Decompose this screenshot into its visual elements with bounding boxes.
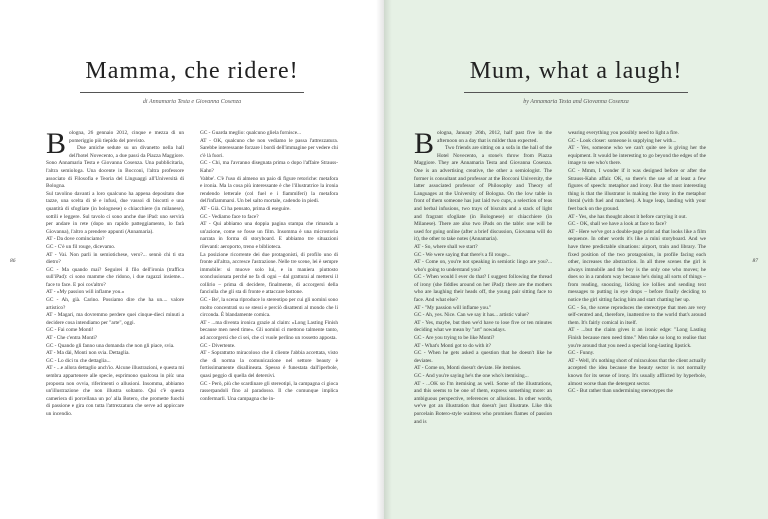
paragraph: GC - Mmm, I wonder if it was designed before or after the Strauss-Kahn affair. OK, so there's the use of at least a few figures of speech: metaphor and irony. But the most interesting thing is that the illustrator is making the irony in the metaphor literal (with fuel and matches). A huge leap, landing with your feet back on the ground.: [568, 167, 706, 212]
paragraph: GC - Ah, già. Carino. Possiamo dire che ha un.... valore artistico?: [46, 297, 184, 311]
paragraph: La posizione ricorrente dei due protagonisti, di profilo uno di fronte all'altra, accresce l'astrazione. Nelle tre scene, lei è sempre immobile: si muove solo lui, e in maniera piuttosto sconclusionata perché ne fa di ogni – dal gratturai al mettersi il collirio – prima di decidere, finalmente, di accorgersi della fanciulla che gli sta di fronte e attaccare bottone.: [200, 251, 338, 296]
paragraph: GC - And you're saying he's the one who's itemising...: [414, 373, 529, 379]
paragraph: GC - Però, più che scardinare gli stereotipi, la campagna ci gioca rasserpandoli fino al paradosso. Il che comunque implica confermarli. Una campagna che in-: [200, 380, 338, 402]
paragraph: GC - So, the scene reproduces the stereotype that men are very self-centred and, therefore, inattentive to the world that's around them. It's fairly comical in itself.: [568, 304, 706, 326]
paragraph: GC - Chi, ma l'avranno disegnata prima o dopo l'affaire Strauss-Kahn?: [200, 160, 338, 174]
paragraph: AT - Well, it's nothing short of miraculous that the client actually accepted the idea because the beauty sector is not normally known for its sense of irony. It's usually afflicted by hyperbole, almost worse than the detergent sector.: [568, 357, 706, 387]
paragraph: AT - Here we've got a double-page print ad that looks like a film sequence. In other words it's like a mini storyboard. And we have three predictable situations: airport, train and library. The fixed position of the two protagonists, in profile facing each other, increases the abstraction. In all three scenes the girl is always immobile and the boy is the only one who moves; he does so in a random way because he's doing all sorts of things – from reading, snoozing, licking ice lollies and sending text messages to putting in eye drops – before finally deciding to notice the girl sitting facing him and start chatting her up.: [568, 228, 706, 304]
paragraph: AT - "My passion will inflame you.": [414, 304, 492, 311]
drop-cap: B: [46, 130, 67, 160]
paragraph: GC - C'è un fil rouge, dicevamo.: [46, 243, 116, 250]
paragraph: AT - ...but the claim gives it an ironic edge: "Long Lasting Finish because men need time." Men take so long to realise that you're around that you need a special long-lasting lipstick.: [568, 327, 706, 349]
left-column-2: [200, 130, 338, 490]
paragraph: GC - When would I ever do that? I suggest following the thread of irony (she fiddles around on her iPad): there are the mothers who are laughing their heads off, the young pair sitting face to face. And what else?: [414, 274, 552, 304]
paragraph: GC - Look closer: someone is supplying her with...: [568, 137, 677, 144]
paragraph: AT - ...e allora dettaglio anch'io. Alcune illustrazioni, e questa mi sembra appartenere alle specie, esprimono qualcosa in più: una proposta non ovvia, riferimenti o allusioni. Insomma, abbiamo un'illustrazione che non illustra soltanto. Qui c'è questa cameriera di porcellana un po' alla Botero, che promette fuochi di passione e gira con tutta l'attrezzatura che serve ad appiccare un incendio.: [46, 365, 184, 417]
paragraph: AT - Come on, Monti doesn't deviate. He itemises.: [414, 365, 522, 372]
paragraph: GC - Lo dici tu che dettaglia...: [46, 357, 111, 364]
paragraph: wearing everything you possibly need to light a fire.: [568, 130, 679, 136]
paragraph: GC - Be', la scena riproduce lo stereotipo per cui gli uomini sono molto concentrati su se stessi e perciò disattenti al mondo che li circonda. È blandamente comica.: [200, 297, 338, 319]
paragraph: AT - ...OK so I'm itemising as well. Some of the illustrations, and this seems to be one of them, express something more: an ambiguous perspective, references or allusions. In other words, we've got an illustration that doesn't just illustrate. Like this porcelain Botero-style waitress who promises flames of passion and is: [414, 380, 552, 425]
paragraph: AT - Yes, someone who we can't quite see is giving her the equipment. It would be interesting to go beyond the edges of the image to see who's there.: [568, 145, 706, 167]
paragraph: GC - Quando gli fanno una domanda che non gli piace, svia.: [46, 342, 175, 349]
paragraph: Two friends are sitting on a sofa in the hall of the Hotel Novecento, a stone's throw from Piazza Maggiore. They are Annamaria Testa and Giovanna Cosenza. One is an advertising creative, the other a semiologist. The former is consultant and professor at the Bocconi University, the latter associated professor of Philosophy and Theory of Languages at the University of Bologna. On the low table in front of them someone has just laid two cups, a selection of teas and herbal infusions, two trays of biscuits and a stack of light and fragrant sfogliate (in Bolognese) or chiacchiere (in Milanese). There are also two iPads on the table: one will be used for going online (after a brief discussion, Giovanna will do it), the other to take notes (Annamaria).: [414, 145, 552, 243]
paragraph: GC - Ma quando mai? Seguirei il filo dell'ironia (traffica sull'iPad): ci sono mamme che ridono, i due ragazzi insieme... face to face. E poi cos'altro?: [46, 266, 184, 288]
paragraph: GC - We were saying that there's a fil rouge...: [414, 251, 511, 258]
paragraph: GC - But rather than undermining stereotypes the: [568, 388, 673, 395]
page-title-italian: Mamma, che ridere!: [85, 58, 299, 84]
paragraph: GC - Guarda meglio: qualcuno gliela fornisce...: [200, 130, 302, 136]
right-column-2: [568, 130, 706, 490]
paragraph: GC - OK, shall we have a look at face to face?: [568, 221, 667, 228]
paragraph: AT - So, where shall we start?: [414, 243, 478, 250]
page-number-left: 86: [10, 258, 16, 264]
paragraph: AT - Vai. Non parli in semiotichese, vero?... sennò chi ti sta dietro?: [46, 251, 184, 266]
paragraph: AT - Qui abbiamo una doppia pagina stampa che rimanda a un'azione, come se fosse un film. Insomma è una microstoria narrata in forma di storyboard. E abbiamo tre situazioni rilevanti: aeroporto, treno e biblioteca.: [200, 221, 338, 250]
left-column-1: [46, 130, 184, 490]
paragraph: AT - Yes, maybe, but then we'd have to lose five or ten minutes deciding what we mean by "art" nowadays.: [414, 319, 552, 334]
drop-cap: B: [414, 130, 435, 160]
paragraph: Sul tavolino davanti a loro qualcuno ha appena depositato due tazze, una scelta di tè e infusi, due vassoi di biscotti e una quantità di sfogliate (in bolognese) o chiacchiere (in milanese), sottili e leggere. Sul tavolo ci sono anche due iPad: uno servirà per andare in rete (dopo un rapido patteggiamento, lo farà Giovanna), l'altro a prendere appunti (Annamaria).: [46, 190, 184, 235]
paragraph: GC - When he gets asked a question that he doesn't like he deviates.: [414, 350, 552, 364]
paragraph: GC - Fai come Monti!: [46, 327, 94, 334]
page-number-right: 87: [752, 258, 758, 264]
title-rule: [80, 92, 304, 93]
paragraph: AT - Ma dài, Monti non svia. Dettaglia.: [46, 350, 130, 357]
paragraph: Bologna, January 26th, 2012, half past five in the afternoon on a day that is milder than expected.: [414, 130, 552, 160]
paragraph: Bologna, 26 gennaio 2012, cinque e mezza di un pomeriggio più tiepido del previsto.: [46, 130, 184, 160]
paragraph: Due amiche sedute su un divanetto nella hall dell'hotel Novecento, a due passi da Piazza Maggiore. Sono Annamaria Testa e Giovanna Cosenza. Una pubblicitaria, l'altra semiologa. Una docente in Bocconi, l'altra professore associato di Filosofia e Teoria del Linguaggi all'Università di Bologna.: [46, 145, 184, 190]
paragraph: GC - Vediamo face to face?: [200, 213, 259, 220]
paragraph: GC - Are you trying to be like Monti?: [414, 335, 495, 342]
title-rule: [464, 92, 688, 93]
paragraph: AT - Da dove cominciamo?: [46, 236, 105, 243]
right-page: [384, 0, 768, 519]
paragraph: GC - Funny.: [568, 350, 595, 357]
paragraph: AT - Magari, ma dovremmo perdere quei cinque-dieci minuti a decidere cosa intendiamo per "arte", oggi.: [46, 312, 184, 326]
paragraph: AT - Come on, you're not speaking in semiotic lingo are you?... who's going to understand you?: [414, 259, 552, 273]
paragraph: AT - «My passion will inflame you.»: [46, 289, 125, 296]
paragraph: AT - Soprattutto miracoloso che il cliente l'abbia accettata, visto che di norma la comunicazione nel settore beauty è fortissimamente disallineata. Spesso è funestata dall'iperbole, quasi peggio di quella del detersivi.: [200, 350, 338, 379]
author-line-italian: di Annamaria Testa e Giovanna Cosenza: [142, 99, 242, 105]
paragraph: AT - Già. Ci ha pensato, prima di eseguire.: [200, 205, 291, 212]
paragraph: AT - Yes, she has thought about it before carrying it out.: [568, 213, 687, 220]
paragraph: Vabbe'. C'è l'uso di almeno un paio di figure retoriche: metafora e ironia. Ma la cosa più interessante è che l'illustratrice la ironia rendendo letterale (col fuel e i fiammiferi) la metafora dell'infiammarsi. Un bel salto mortale, cadendo in piedi.: [200, 175, 338, 205]
paragraph: GC - Divertente.: [200, 342, 236, 349]
right-column-1: [414, 130, 552, 490]
paragraph: AT - What's Monti got to do with it?: [414, 342, 491, 349]
page-title-english: Mum, what a laugh!: [469, 58, 683, 84]
paragraph: AT - OK, qualcuno che non vediamo le passa l'attrezzatura. Sarebbe interessante forzare i bordi dell'immagine per vedere chi c'è là fuori.: [200, 137, 338, 159]
paragraph: AT - ...ma diventa ironica grazie al claim: «Long Lasting Finish because men need time». Gli uomini ci mettono talmente tanto, ad accorgersi che ci sei, che ci vuole perlino un rossetto apposta.: [200, 319, 338, 342]
author-line-english: by Annamaria Testa and Giovanna Cosenza: [523, 99, 629, 105]
paragraph: GC - Ah, yes. Nice. Can we say it has... artistic value?: [414, 312, 529, 319]
paragraph: AT - Che c'entra Monti?: [46, 335, 98, 342]
